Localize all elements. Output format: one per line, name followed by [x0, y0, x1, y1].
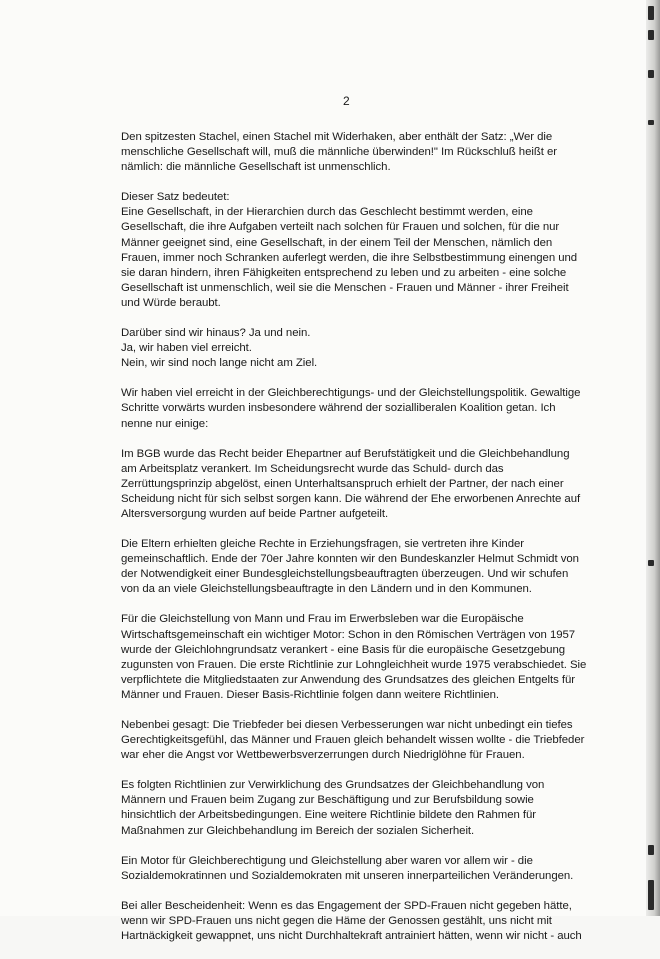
text-line: wurde der Gleichlohngrundsatz verankert - eine Basis für die europäische Gesetzgebung: [121, 643, 566, 656]
scan-mark: [648, 120, 654, 125]
scan-edge: [646, 0, 660, 916]
text-line: Gesellschaft, die ihre Aufgaben verteilt nach solchen für Frauen und solchen, für die nur: [121, 221, 560, 234]
scan-mark: [648, 845, 654, 855]
text-line: menschliche Gesellschaft will, muß die männliche überwinden!" Im Rückschluß heißt er: [121, 146, 558, 159]
text-line: Bei aller Bescheidenheit: Wenn es das Engagement der SPD-Frauen nicht gegeben hätte,: [121, 899, 572, 912]
paragraph: [121, 190, 578, 311]
text-line: Männern und Frauen beim Zugang zur Beschäftigung und zur Berufsbildung sowie: [121, 794, 534, 807]
paragraph: [121, 854, 574, 884]
text-line: Für die Gleichstellung von Mann und Frau im Erwerbsleben war die Europäische: [121, 613, 524, 626]
text-line: zugunsten von Frauen. Die erste Richtlinie zur Lohngleichheit wurde 1975 verabschiedet. Sie: [121, 658, 587, 671]
text-line: Scheidung nicht für sich selbst sorgen kann. Die während der Ehe erworbenen Anrechte auf: [121, 492, 581, 505]
scan-mark: [648, 30, 654, 40]
paragraph: [121, 130, 561, 175]
scan-mark: [648, 70, 654, 78]
scan-mark: [648, 880, 654, 910]
text-line: nenne nur einige:: [121, 417, 209, 430]
paragraph: [121, 899, 582, 944]
text-line: und Würde beraubt.: [121, 296, 221, 309]
scan-mark: [648, 6, 654, 20]
text-line: von da an viele Gleichstellungsbeauftragte in den Ländern und in den Kommunen.: [121, 583, 532, 596]
paragraph: [121, 447, 581, 522]
text-line: am Arbeitsplatz verankert. Im Scheidungsrecht wurde das Schuld- durch das: [121, 462, 504, 475]
paragraph: [121, 778, 561, 838]
paragraph: [121, 537, 579, 597]
text-line: Nebenbei gesagt: Die Triebfeder bei diesen Verbesserungen war nicht unbedingt ein tiefes: [121, 719, 573, 731]
text-line: Im BGB wurde das Recht beider Ehepartner auf Berufstätigkeit und die Gleichbehandlung: [121, 447, 570, 460]
text-line: gemeinschaftlich. Ende der 70er Jahre konnten wir den Bundeskanzler Helmut Schmidt von: [121, 553, 579, 566]
text-line: Es folgten Richtlinien zur Verwirklichung des Grundsatzes der Gleichbehandlung von: [121, 779, 545, 792]
paragraph: [121, 612, 587, 703]
text-line: Gerechtigkeitsgefühl, das Männer und Frauen gleich behandelt wissen wollte - die Triebfeder: [121, 734, 585, 747]
text-line: Den spitzesten Stachel, einen Stachel mit Widerhaken, aber enthält der Satz: „Wer die: [121, 131, 553, 143]
scan-mark: [648, 560, 654, 566]
text-line: Darüber sind wir hinaus? Ja und nein.: [121, 327, 311, 340]
paragraph: [121, 718, 585, 763]
text-line: Hartnäckigkeit gewappnet, uns nicht Durchhaltekraft antrainiert hätten, wenn wir nicht - auch: [121, 930, 582, 943]
text-line: Männer geeignet sind, eine Gesellschaft, in der einem Teil der Menschen, nämlich den: [121, 236, 553, 249]
text-line: Eine Gesellschaft, in der Hierarchien durch das Geschlecht bestimmt werden, eine: [121, 206, 533, 219]
text-line: Schritte vorwärts wurden insbesondere während der sozialliberalen Koalition getan. Ich: [121, 402, 556, 415]
text-line: hinsichtlich der Arbeitsbedingungen. Eine weitere Richtlinie bildete den Rahmen für: [121, 809, 537, 822]
page-number: 2: [343, 94, 350, 108]
text-line: Ein Motor für Gleichberechtigung und Gleichstellung aber waren vor allem wir - die: [121, 854, 533, 867]
text-line: Sozialdemokratinnen und Sozialdemokraten mit unseren innerparteilichen Veränderungen.: [121, 869, 574, 882]
text-line: wenn wir SPD-Frauen uns nicht gegen die Häme der Genossen gestählt, uns nicht mit: [121, 914, 552, 927]
text-line: Maßnahmen zur Gleichbehandlung im Bereich der sozialen Sicherheit.: [121, 824, 475, 837]
text-line: Die Eltern erhielten gleiche Rechte in Erziehungsfragen, sie vertreten ihre Kinder: [121, 538, 525, 551]
text-line: Frauen, immer noch Schranken auferlegt werden, die ihre Selbstbestimmung einengen und: [121, 251, 578, 264]
paragraph: [121, 326, 561, 371]
text-line: Dieser Satz bedeutet:: [121, 191, 230, 204]
text-line: Wirtschaftsgemeinschaft ein wichtiger Motor: Schon in den Römischen Verträgen von 1957: [121, 628, 576, 641]
text-line: verpflichtete die Mitgliedstaaten zur Anwendung des Grundsatzes des gleichen Entgelts für: [121, 673, 575, 686]
body-text: [121, 130, 587, 959]
text-line: Männer und Frauen. Dieser Basis-Richtlinie folgen dann weitere Richtlinien.: [121, 688, 500, 701]
text-line: Zerrüttungsprinzip abgelöst, einen Unterhaltsanspruch erhielt der Partner, der nach einer: [121, 477, 564, 490]
text-line: Ja, wir haben viel erreicht.: [121, 342, 252, 355]
paragraph: [121, 386, 581, 431]
text-line: Altersversorgung wurden auf beide Partner aufgeteilt.: [121, 507, 389, 520]
text-line: sie daran hindern, ihren Fähigkeiten entsprechend zu leben und zu arbeiten - eine solche: [121, 266, 567, 279]
text-line: Wir haben viel erreicht in der Gleichberechtigungs- und der Gleichstellungspolitik. Gewaltige: [121, 387, 581, 400]
text-line: nämlich: die männliche Gesellschaft ist unmenschlich.: [121, 161, 391, 174]
text-line: Nein, wir sind noch lange nicht am Ziel.: [121, 357, 318, 370]
text-line: Gesellschaft ist unmenschlich, weil sie die Menschen - Frauen und Männer - ihrer Freiheit: [121, 281, 569, 294]
text-line: der Notwendigkeit einer Bundesgleichstellungsbeauftragten überzeugen. Und wir schufen: [121, 568, 569, 581]
text-line: war eher die Angst vor Wettbewerbsverzerrungen durch Niedriglöhne für Frauen.: [121, 749, 525, 762]
